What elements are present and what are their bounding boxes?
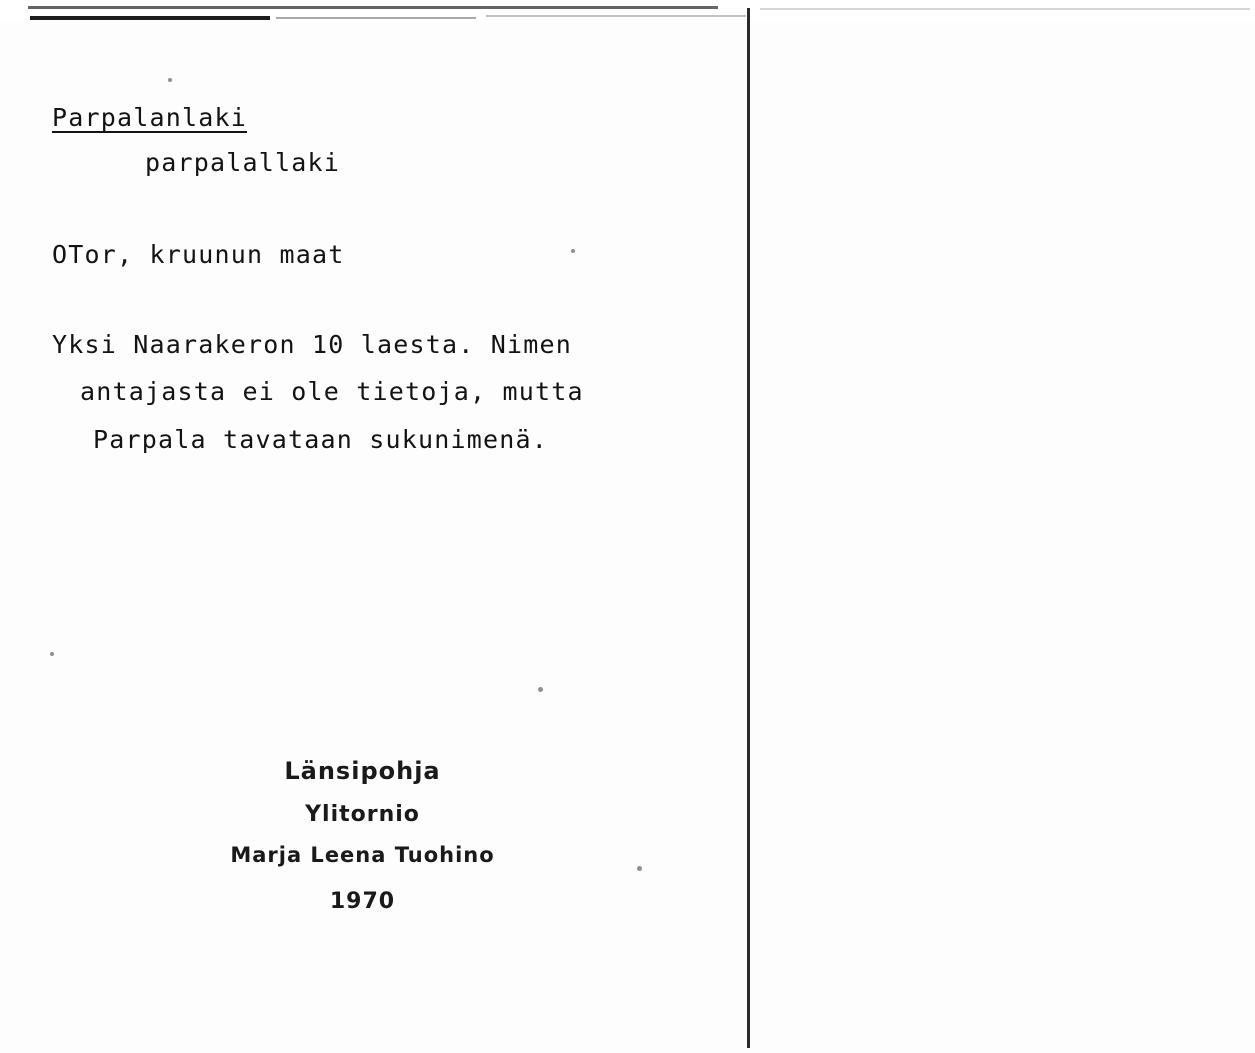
- pronunciation: parpalallaki: [145, 148, 341, 177]
- headword: Parpalanlaki: [52, 103, 248, 132]
- scan-artifact-line-1: [28, 6, 718, 9]
- stamp-parish: Ylitornio: [305, 802, 420, 827]
- body-line-3: Parpala tavataan sukunimenä.: [93, 425, 549, 454]
- scan-artifact-line-5: [760, 8, 1250, 10]
- vertical-rule: [747, 8, 750, 1048]
- body-line-1: Yksi Naarakeron 10 laesta. Nimen: [52, 330, 573, 359]
- stamp-year: 1970: [329, 889, 396, 914]
- scan-top-edge: [0, 0, 1255, 22]
- scan-speck: [571, 249, 575, 253]
- scan-speck: [50, 652, 54, 656]
- body-line-2: antajasta ei ole tietoja, mutta: [80, 377, 584, 406]
- scan-artifact-line-3: [276, 17, 476, 19]
- stamp-collector: Marja Leena Tuohino: [230, 843, 495, 867]
- source-line: OTor, kruunun maat: [52, 240, 345, 269]
- stamp-region: Länsipohja: [284, 757, 441, 785]
- scan-speck: [168, 78, 172, 82]
- scan-artifact-line-4: [486, 15, 746, 17]
- scan-artifact-line-2: [30, 16, 270, 20]
- scan-speck: [637, 866, 642, 871]
- scan-speck: [538, 687, 543, 692]
